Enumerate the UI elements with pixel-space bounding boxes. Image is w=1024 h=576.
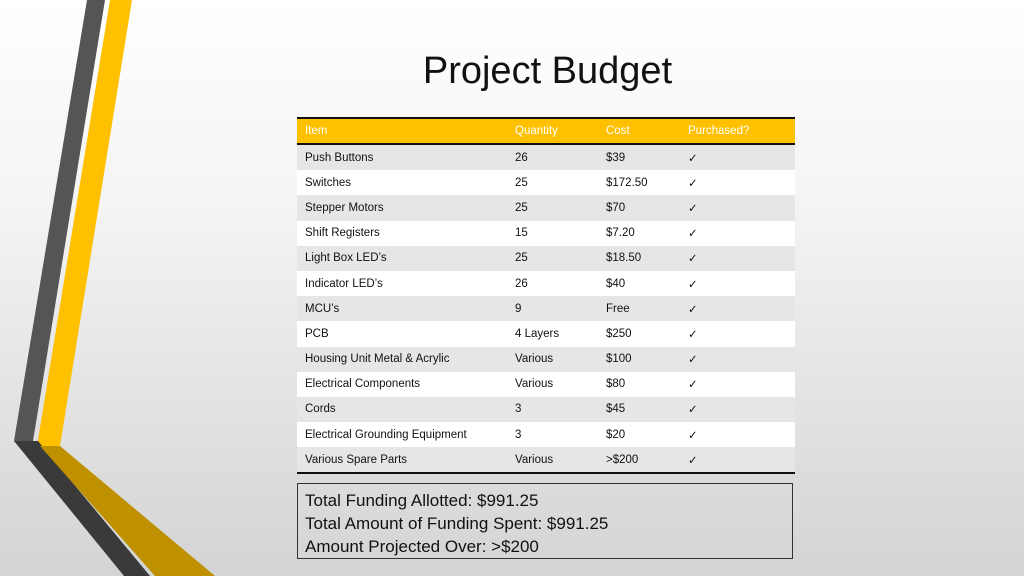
purchased-check-icon: ✓ [680,221,795,246]
cost-cell: >$200 [598,447,680,473]
cost-cell: $39 [598,144,680,170]
item-cell: Light Box LED’s [297,246,507,271]
table-row [297,422,795,447]
page-title: Project Budget [422,50,673,92]
quantity-cell: 3 [507,397,598,422]
cost-cell: $7.20 [598,221,680,246]
item-cell: Electrical Components [297,372,507,397]
quantity-cell: Various [507,347,598,372]
table-header-row [297,118,795,144]
quantity-cell: 26 [507,271,598,296]
quantity-cell: 25 [507,170,598,195]
table-row [297,170,795,195]
table-row [297,195,795,220]
table-row [297,221,795,246]
purchased-check-icon: ✓ [680,296,795,321]
cost-cell: $20 [598,422,680,447]
quantity-cell: Various [507,447,598,473]
purchased-check-icon: ✓ [680,170,795,195]
table-row [297,321,795,346]
quantity-cell: 26 [507,144,598,170]
purchased-check-icon: ✓ [680,246,795,271]
item-cell: Stepper Motors [297,195,507,220]
quantity-cell: 4 Layers [507,321,598,346]
cost-cell: $70 [598,195,680,220]
quantity-cell: 25 [507,195,598,220]
item-cell: MCU’s [297,296,507,321]
item-cell: Switches [297,170,507,195]
header-quantity: Quantity [507,118,598,144]
purchased-check-icon: ✓ [680,195,795,220]
quantity-cell: 25 [507,246,598,271]
table-row [297,397,795,422]
purchased-check-icon: ✓ [680,271,795,296]
funding-allotted-text: Total Funding Allotted: $991.25 [305,491,539,510]
item-cell: Housing Unit Metal & Acrylic [297,347,507,372]
cost-cell: $100 [598,347,680,372]
item-cell: Shift Registers [297,221,507,246]
purchased-check-icon: ✓ [680,144,795,170]
item-cell: Various Spare Parts [297,447,507,473]
cost-cell: $45 [598,397,680,422]
cost-cell: Free [598,296,680,321]
header-item: Item [297,118,507,144]
cost-cell: $40 [598,271,680,296]
cost-cell: $18.50 [598,246,680,271]
table-row [297,447,795,473]
table-row [297,246,795,271]
budget-table [297,117,795,474]
table-row [297,144,795,170]
purchased-check-icon: ✓ [680,397,795,422]
item-cell: Cords [297,397,507,422]
purchased-check-icon: ✓ [680,321,795,346]
cost-cell: $80 [598,372,680,397]
quantity-cell: 3 [507,422,598,447]
purchased-check-icon: ✓ [680,347,795,372]
cost-cell: $172.50 [598,170,680,195]
table-row [297,271,795,296]
cost-cell: $250 [598,321,680,346]
table-body [297,144,795,473]
table-row [297,372,795,397]
purchased-check-icon: ✓ [680,422,795,447]
funding-spent-text: Total Amount of Funding Spent: $991.25 [305,514,609,533]
item-cell: PCB [297,321,507,346]
item-cell: Push Buttons [297,144,507,170]
header-purchased: Purchased? [680,118,795,144]
table-row [297,347,795,372]
header-cost: Cost [598,118,680,144]
table-row [297,296,795,321]
purchased-check-icon: ✓ [680,372,795,397]
quantity-cell: 15 [507,221,598,246]
decorative-stripes [0,0,220,576]
quantity-cell: Various [507,372,598,397]
purchased-check-icon: ✓ [680,447,795,473]
item-cell: Electrical Grounding Equipment [297,422,507,447]
funding-summary-box [297,483,793,559]
projected-over-text: Amount Projected Over: >$200 [305,537,539,556]
item-cell: Indicator LED’s [297,271,507,296]
quantity-cell: 9 [507,296,598,321]
